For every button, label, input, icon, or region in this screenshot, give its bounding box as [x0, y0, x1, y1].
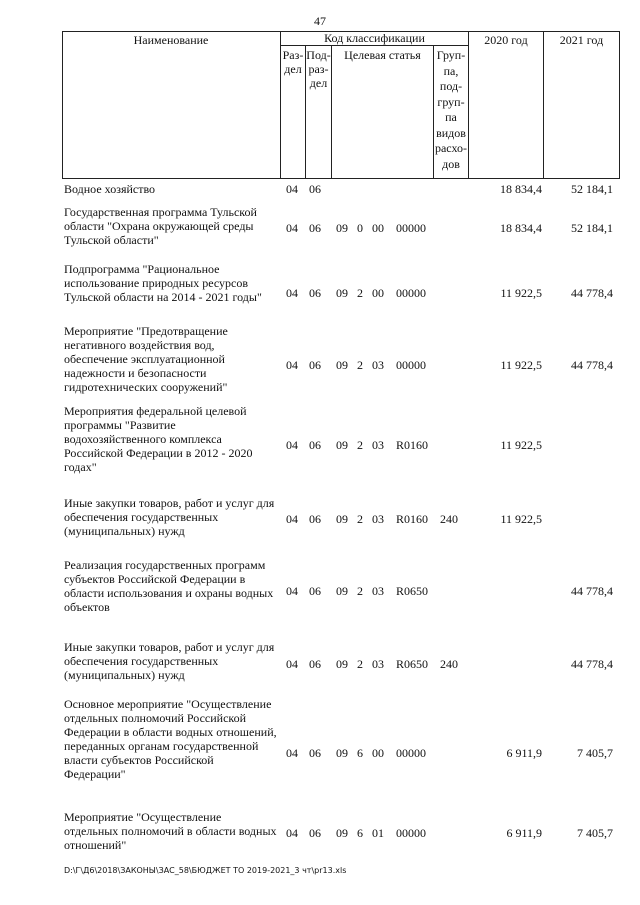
row-subprogram: 2 — [357, 358, 363, 372]
table-row — [0, 182, 640, 198]
table-row — [0, 697, 640, 809]
table-row — [0, 558, 640, 624]
row-program: 09 — [336, 746, 348, 760]
row-razdel: 04 — [286, 826, 298, 840]
header-razdel: Раз- дел — [282, 48, 304, 76]
row-name: Мероприятия федеральной целевой программы "Развитие водохозяйственного комплекса Российской Федерации в 2012 - 2020 годах" — [64, 404, 253, 474]
table-row — [0, 262, 640, 324]
row-program: 09 — [336, 512, 348, 526]
row-direction: R0160 — [396, 438, 429, 452]
row-name: Государственная программа Тульской области "Охрана окружающей среды Тульской области" — [64, 205, 257, 247]
row-direction: R0650 — [396, 584, 429, 598]
table-row — [0, 324, 640, 402]
row-subprogram: 2 — [357, 657, 363, 671]
row-program: 09 — [336, 657, 348, 671]
col-border-podrazdel — [331, 45, 332, 179]
row-value-2021: 52 184,1 — [571, 182, 613, 196]
row-subprogram: 2 — [357, 512, 363, 526]
row-name: Иные закупки товаров, работ и услуг для обеспечения государственных (муниципальных) нужд — [64, 640, 275, 682]
row-podrazdel: 06 — [309, 438, 321, 452]
row-activity: 00 — [372, 746, 384, 760]
row-value-2020: 11 922,5 — [500, 358, 542, 372]
row-subprogram: 6 — [357, 826, 363, 840]
row-name: Водное хозяйство — [64, 182, 156, 196]
row-razdel: 04 — [286, 286, 298, 300]
row-value-2020: 11 922,5 — [500, 512, 542, 526]
row-value-2020: 11 922,5 — [500, 286, 542, 300]
row-direction: 00000 — [396, 826, 426, 840]
header-group: Груп- па, под- груп- па видов расхо- дов — [434, 48, 468, 171]
row-subprogram: 2 — [357, 438, 363, 452]
row-value-2020: 18 834,4 — [500, 182, 542, 196]
row-value-2021: 52 184,1 — [571, 221, 613, 235]
row-value-2021: 7 405,7 — [577, 826, 613, 840]
header-podrazdel: Под- раз- дел — [306, 48, 331, 90]
row-subprogram: 2 — [357, 584, 363, 598]
row-value-2021: 44 778,4 — [571, 657, 613, 671]
file-path-footer: D:\Г\Д6\2018\ЗАКОНЫ\ЗАС_58\БЮДЖЕТ ТО 2019-2021_3 чт\pr13.xls — [64, 866, 347, 875]
row-value-2021: 44 778,4 — [571, 286, 613, 300]
row-value-2020: 11 922,5 — [500, 438, 542, 452]
row-value-2021: 44 778,4 — [571, 358, 613, 372]
row-activity: 03 — [372, 438, 384, 452]
header-year-2021: 2021 год — [559, 33, 604, 47]
row-name: Мероприятие "Осуществление отдельных полномочий в области водных отношений" — [64, 810, 277, 852]
table-row — [0, 496, 640, 546]
page-number: 47 — [314, 14, 326, 28]
row-value-2020: 18 834,4 — [500, 221, 542, 235]
row-program: 09 — [336, 221, 348, 235]
table-row — [0, 640, 640, 690]
row-activity: 00 — [372, 221, 384, 235]
row-expense-group: 240 — [440, 657, 458, 671]
row-razdel: 04 — [286, 746, 298, 760]
row-razdel: 04 — [286, 221, 298, 235]
row-direction: 00000 — [396, 746, 426, 760]
row-program: 09 — [336, 584, 348, 598]
row-activity: 03 — [372, 512, 384, 526]
row-name: Подпрограмма "Рациональное использование природных ресурсов Тульской области на 2014 - 2021 годы" — [64, 262, 262, 304]
row-program: 09 — [336, 438, 348, 452]
col-border-year1 — [543, 31, 544, 179]
row-podrazdel: 06 — [309, 182, 321, 196]
row-podrazdel: 06 — [309, 657, 321, 671]
header-bottom-border — [62, 178, 620, 179]
row-direction: 00000 — [396, 221, 426, 235]
row-direction: R0650 — [396, 657, 429, 671]
row-activity: 03 — [372, 657, 384, 671]
col-border-group — [468, 31, 469, 179]
col-border-left — [62, 31, 63, 179]
row-podrazdel: 06 — [309, 221, 321, 235]
row-direction: 00000 — [396, 286, 426, 300]
header-target: Целевая статья — [344, 48, 421, 62]
row-razdel: 04 — [286, 438, 298, 452]
row-podrazdel: 06 — [309, 286, 321, 300]
row-name: Основное мероприятие "Осуществление отдельных полномочий Российской Федерации в области водных отношений, переданных органам государственной власти субъектов Российской Федерации" — [64, 697, 277, 781]
row-activity: 01 — [372, 826, 384, 840]
row-podrazdel: 06 — [309, 584, 321, 598]
row-value-2021: 44 778,4 — [571, 584, 613, 598]
row-subprogram: 6 — [357, 746, 363, 760]
header-year-2020: 2020 год — [484, 33, 528, 47]
row-podrazdel: 06 — [309, 358, 321, 372]
row-razdel: 04 — [286, 657, 298, 671]
row-value-2020: 6 911,9 — [506, 826, 542, 840]
table-row — [0, 205, 640, 253]
header-name: Наименование — [133, 33, 209, 47]
col-border-right — [619, 31, 620, 179]
row-razdel: 04 — [286, 584, 298, 598]
row-name: Реализация государственных программ субъектов Российской Федерации в области использования и охраны водных объектов — [64, 558, 274, 614]
row-activity: 00 — [372, 286, 384, 300]
row-value-2020: 6 911,9 — [506, 746, 542, 760]
row-value-2021: 7 405,7 — [577, 746, 613, 760]
header-classification: Код классификации — [324, 31, 425, 45]
row-activity: 03 — [372, 584, 384, 598]
row-podrazdel: 06 — [309, 746, 321, 760]
row-razdel: 04 — [286, 358, 298, 372]
row-expense-group: 240 — [440, 512, 458, 526]
row-podrazdel: 06 — [309, 826, 321, 840]
row-program: 09 — [336, 826, 348, 840]
row-razdel: 04 — [286, 512, 298, 526]
row-program: 09 — [336, 286, 348, 300]
row-subprogram: 0 — [357, 221, 363, 235]
classification-divider — [280, 45, 468, 46]
row-subprogram: 2 — [357, 286, 363, 300]
row-podrazdel: 06 — [309, 512, 321, 526]
table-row — [0, 404, 640, 484]
row-direction: R0160 — [396, 512, 429, 526]
table-row — [0, 810, 640, 860]
row-activity: 03 — [372, 358, 384, 372]
row-name: Мероприятие "Предотвращение негативного воздействия вод, обеспечение эксплуатационной надежности и безопасности гидротехнических сооружений" — [64, 324, 228, 394]
row-direction: 00000 — [396, 358, 426, 372]
row-name: Иные закупки товаров, работ и услуг для обеспечения государственных (муниципальных) нужд — [64, 496, 275, 538]
row-program: 09 — [336, 358, 348, 372]
row-razdel: 04 — [286, 182, 298, 196]
